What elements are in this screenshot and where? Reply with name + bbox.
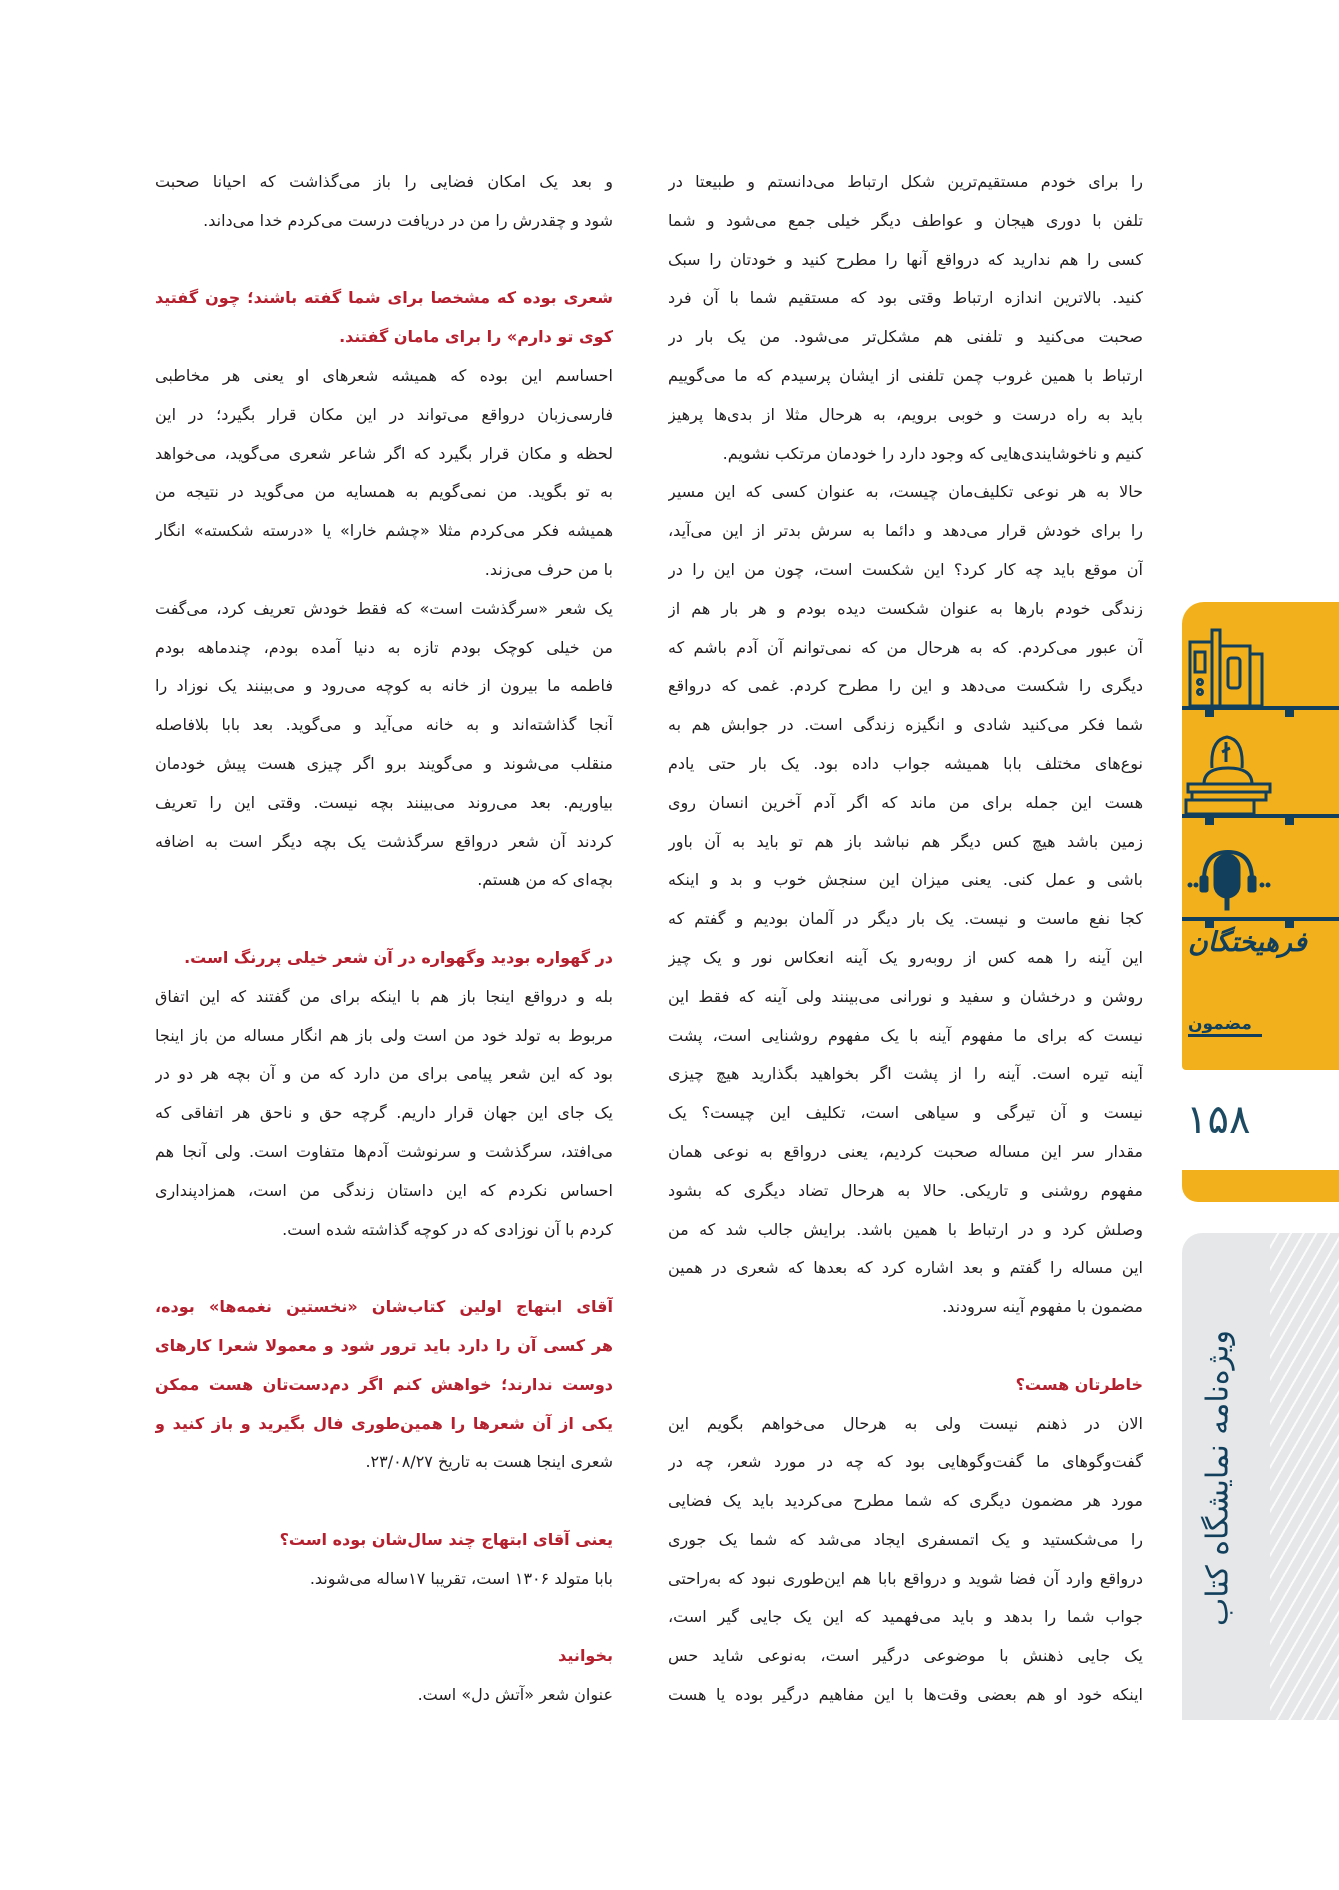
body-text-line: را برای خودم مستقیم‌ترین شکل ارتباط می‌دانستم و طبیعتا در	[668, 172, 1143, 191]
section-spacer	[155, 1249, 613, 1288]
body-text-line: کجا نفع ماست و نیست. یک بار دیگر در آلمان بودیم و گفتم که	[668, 909, 1143, 929]
body-text-line: به تو بگوید. من نمی‌گویم به همسایه من می‌گوید در نتیجه من	[155, 482, 613, 502]
shelf-line	[1182, 917, 1339, 921]
body-text-line: باشی و عمل کنی. یعنی میزان این سنجش خوب و بد و اینکه	[668, 870, 1143, 890]
body-text-line: آن عبور می‌کردم. که به هرحال من که نمی‌توانم آن آدم باشم که	[668, 637, 1143, 657]
body-text-line: شود و چقدرش را من در دریافت درست می‌کردم خدا می‌داند.	[203, 210, 613, 230]
article-column-right	[668, 163, 1143, 1715]
body-text-line: درواقع وارد آن فضا شوید و درواقع بابا هم این‌طوری نبود که به‌راحتی	[668, 1568, 1143, 1588]
body-text-line: وصلش کرد و در ارتباط با همین باشد. برایش جالب شد که من	[668, 1219, 1143, 1239]
section-spacer	[155, 241, 613, 280]
magazine-section-tab	[1182, 602, 1339, 1070]
decorative-bar	[1182, 1170, 1339, 1202]
article-column-left	[155, 163, 613, 1715]
section-title-panel	[1182, 1233, 1339, 1720]
body-text-line: جواب شما را بدهد و باید می‌فهمید که این یک جایی گیر است،	[668, 1607, 1143, 1627]
page-number: ۱۵۸	[1186, 1097, 1251, 1143]
interview-question-line: دوست ندارند؛ خواهش کنم اگر دم‌دست‌تان هست ممکن	[155, 1374, 613, 1394]
books-icon	[1190, 630, 1262, 706]
body-text-line: هست این جمله برای من ماند که اگر آدم آخرین انسان روی	[668, 792, 1143, 812]
body-text-line: نوع‌های مختلف بابا همیشه جواب داده بود. یک بار حتی یادم	[668, 753, 1143, 773]
body-text-line: احساس نکردم که این داستان زندگی من است، همزادپنداری	[155, 1180, 613, 1200]
body-text-line: عنوان شعر «آتش دل» است.	[417, 1685, 613, 1705]
interview-question-line: در گهواره بودید وگهواره در آن شعر خیلی پررنگ است.	[184, 947, 613, 967]
section-spacer	[668, 1327, 1143, 1366]
body-text-line: کردم با آن نوزادی که در کوچه گذاشته شده است.	[282, 1219, 613, 1239]
section-title: ویژه‌نامه نمایشگاه کتاب	[1200, 1330, 1236, 1626]
body-text-line: مفهوم روشنی و تاریکی. حالا به هرحال تضاد دیگری که بشود	[668, 1180, 1143, 1200]
interview-question-line: شعری بوده که مشخصا برای شما گفته باشند؛ چون گفتید	[155, 288, 613, 308]
body-text-line: گفت‌وگوهای ما گفت‌وگوهایی بود که چه در مورد شعر، چه در	[668, 1452, 1143, 1472]
interview-question-line: کوی تو دارم» را برای مامان گفتند.	[339, 327, 613, 347]
body-text-line: یک جایی ذهنش با موضوعی درگیر است، به‌نوعی شاید حس	[668, 1646, 1143, 1666]
body-text-line: نیست و آن تیرگی و سیاهی است، تکلیف این چیست؟ یک	[668, 1103, 1143, 1123]
body-text-line: مضمون با مفهوم آینه سرودند.	[942, 1297, 1143, 1317]
body-text-line: تلفن با دوری هیجان و عواطف دیگر خیلی جمع می‌شود و شما	[668, 210, 1143, 230]
body-text-line: مقدار سر این مساله صحبت کردیم، یعنی درواقع به نوعی همان	[668, 1141, 1143, 1161]
body-text-line: ارتباط با همین غروب چمن تلفنی از ایشان پرسیدم که ما می‌گوییم	[668, 365, 1143, 385]
body-text-line: دیگری را شکست می‌دهد و این را مطرح کردم. غمی که درواقع	[668, 676, 1143, 696]
body-text-line: روشن و درخشان و سفید و نورانی می‌بینند ولی آینه که فقط این	[668, 986, 1143, 1006]
body-text-line: بیاوریم. بعد می‌روند می‌بینند بچه نیست. وقتی این را تعریف	[155, 792, 613, 812]
body-text-line: مربوط به تولد خود من است ولی باز هم انگار مساله من باز اینجا	[155, 1025, 613, 1045]
body-text-line: کنیم و ناخوشایندی‌هایی که وجود دارد را خودمان مرتکب نشویم.	[722, 443, 1143, 463]
diagonal-stripes	[1270, 1233, 1339, 1720]
microphone-headphones-icon	[1188, 852, 1270, 910]
body-text-line: بابا متولد ۱۳۰۶ است، تقریبا ۱۷ساله می‌شوند.	[309, 1568, 613, 1588]
body-text-line: زندگی خودم بارها به عنوان شکست دیده بودم و هر بار هم از	[668, 598, 1143, 618]
body-text-line: فارسی‌زبان درواقع می‌تواند در این مکان قرار بگیرد؛ در این	[155, 404, 613, 424]
body-text-line: کنید. بالاترین اندازه ارتباط وقتی بود که مستقیم شما با آن فرد	[668, 288, 1143, 308]
body-text-line: یک جای این جهان قرار داریم. گرچه حق و ناحق هر اتفاقی که	[155, 1103, 613, 1123]
interview-question-line: آقای ابتهاج اولین کتاب‌شان «نخستین نغمه‌ها» بوده،	[155, 1297, 613, 1317]
interview-question-line: هر کسی آن را دارد باید ترور شود و معمولا شعرا کارهای	[155, 1335, 613, 1355]
body-text-line: بود که این شعر پیامی برای من دارد که من و آن بچه هر دو در	[155, 1064, 613, 1084]
body-text-line: بچه‌ای که من هستم.	[477, 870, 613, 890]
body-text-line: را می‌شکستید و یک اتمسفری ایجاد می‌شد که شما یک جوری	[668, 1529, 1143, 1549]
body-text-line: این آینه را همه کس از روبه‌رو یک آینه انعکاس نور و یک چیز	[668, 947, 1143, 967]
body-text-line: آینه تیره است. آینه را از پشت اگر بخواهید بگذارید هیچ چیزی	[668, 1064, 1143, 1084]
body-text-line: شما فکر می‌کنید شادی و انگیزه زندگی است. در جوابش هم به	[668, 715, 1143, 735]
interview-question-line: یکی از آن شعرها را همین‌طوری فال بگیرید و باز کنید و	[155, 1413, 613, 1433]
body-text-line: همیشه فکر می‌کردم مثلا «چشم خارا» یا «درسته شکسته» انگار	[155, 521, 613, 541]
body-text-line: کردند آن شعر درواقع سرگذشت یک بچه دیگر است به اضافه	[155, 831, 613, 851]
interview-question-line: بخوانید	[558, 1646, 613, 1666]
section-spacer	[155, 1598, 613, 1637]
interview-question-line: خاطرتان هست؟	[1015, 1374, 1143, 1394]
body-text-line: فاطمه ما بیرون از خانه به کوچه می‌رود و می‌بینند یک نوزاد را	[155, 676, 613, 696]
body-text-line: را برای خودش قرار می‌دهد و دائما به سرش بدتر از این می‌آید،	[668, 521, 1143, 541]
body-text-line: بله و درواقع اینجا باز هم با اینکه برای من گفتند که این اتفاق	[155, 986, 613, 1006]
magazine-logo: فرهیختگان	[1188, 927, 1307, 958]
body-text-line: آن موقع باید چه کار کرد؟ این شکست است، چون من این را در	[668, 559, 1143, 579]
body-text-line: اینکه خود او هم بعضی وقت‌ها با این مفاهیم درگیر بوده یا هست	[668, 1685, 1143, 1705]
body-text-line: مورد هر مضمون دیگری که شما مطرح می‌کردید باید یک فضایی	[668, 1491, 1143, 1511]
body-text-line: حالا به هر نوعی تکلیف‌مان چیست، به عنوان کسی که این مسیر	[668, 482, 1143, 502]
body-text-line: این مساله را گفتم و بعد اشاره کرد که بعدها که شعری در همین	[668, 1258, 1143, 1278]
body-text-line: با من حرف می‌زند.	[484, 559, 613, 579]
body-text-line: نیست که برای ما مفهوم آینه با یک مفهوم روشنایی است، پشت	[668, 1025, 1143, 1045]
body-text-line: زمین باشد هیچ کس دیگر هم نباشد باز هم تو باید به آن باور	[668, 831, 1143, 851]
body-text-line: کسی را هم ندارید که درواقع آنها را مطرح کنید و خودتان را سبک	[668, 249, 1143, 269]
body-text-line: باید به راه درست و خوبی برویم، به هرحال مثلا از بدی‌ها پرهیز	[668, 404, 1143, 424]
body-text-line: آنجا گذاشته‌اند و به خانه می‌آید و می‌گوید. بعد بابا بلافاصله	[155, 715, 613, 735]
body-text-line: لحظه و مکان قرار بگیرد که اگر شاعر شعری می‌گوید، می‌خواهد	[155, 443, 613, 463]
section-spacer	[155, 900, 613, 939]
shelf-illustration	[1182, 602, 1339, 1070]
section-logo: مضمون	[1188, 1014, 1262, 1037]
body-text-line: احساسم این بوده که همیشه شعرهای او یعنی هر مخاطبی	[155, 365, 613, 385]
body-text-line: صحبت می‌کنید و تلفنی هم مشکل‌تر می‌شود. من یک بار در	[668, 327, 1143, 347]
body-text-line: منقلب می‌شوند و می‌گویند برو اگر چیزی هست پیش خودمان	[155, 753, 613, 773]
body-text-line: و بعد یک امکان فضایی را باز می‌گذاشت که احیانا صحبت	[155, 172, 613, 191]
body-text-line: شعری اینجا هست به تاریخ ۲۳/۰۸/۲۷.	[365, 1452, 613, 1472]
body-text-line: من خیلی کوچک بودم تازه به دنیا آمده بودم، چندماهه بودم	[155, 637, 613, 657]
body-text-line: الان در ذهنم نیست ولی به هرحال می‌خواهم بگویم این	[668, 1413, 1143, 1433]
body-text-line: می‌افتد، سرگذشت و سرنوشت آدم‌ها متفاوت است. ولی آنجا هم	[155, 1141, 613, 1161]
section-spacer	[155, 1482, 613, 1521]
interview-question-line: یعنی آقای ابتهاج چند سال‌شان بوده است؟	[279, 1529, 613, 1549]
body-text-line: یک شعر «سرگذشت است» که فقط خودش تعریف کرد، می‌گفت	[155, 598, 613, 618]
plant-pot-icon	[1186, 737, 1270, 814]
